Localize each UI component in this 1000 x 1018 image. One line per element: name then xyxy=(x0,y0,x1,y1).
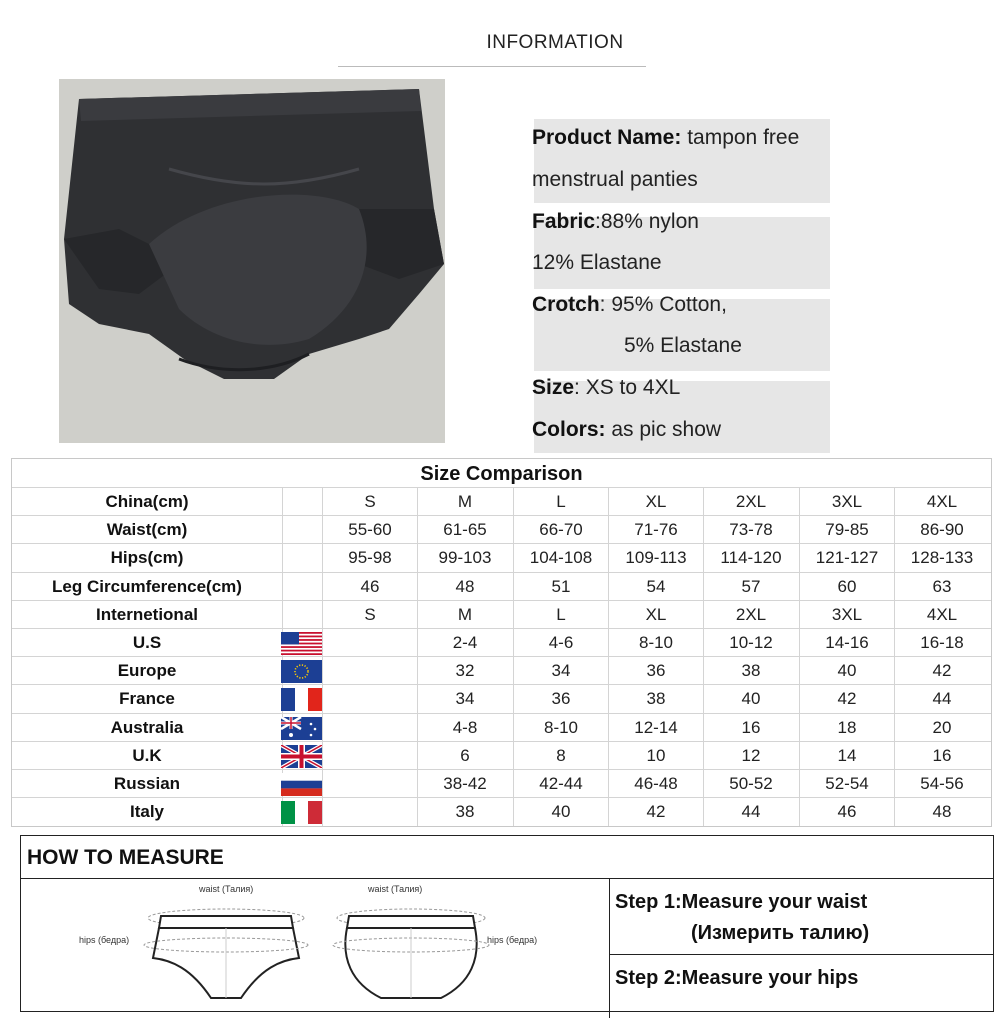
fabric xyxy=(532,210,699,234)
table-cell: 44 xyxy=(741,802,761,822)
fabric-continued: 12% Elastane xyxy=(532,251,662,274)
table-row xyxy=(12,684,991,713)
table-cell xyxy=(323,770,417,798)
size-table-title: Size Comparison xyxy=(420,463,583,485)
crotch-label: Crotch xyxy=(532,293,600,316)
table-cell: 12 xyxy=(741,745,761,765)
table-cell: 73-78 xyxy=(729,520,773,540)
france-flag-icon xyxy=(281,688,322,711)
table-row xyxy=(12,543,991,572)
table-row xyxy=(12,628,991,657)
how-to-measure-section xyxy=(20,835,994,1012)
table-cell: 4XL xyxy=(926,604,958,624)
table-cell xyxy=(323,714,417,742)
table-cell: 42 xyxy=(932,661,952,681)
table-cell: XL xyxy=(645,492,667,511)
product-name-value: tampon free xyxy=(681,126,800,149)
table-cell: 55-60 xyxy=(348,520,392,540)
table-cell: 14-16 xyxy=(825,633,869,652)
table-cell: 46-48 xyxy=(634,774,678,793)
crotch-value: : 95% Cotton, xyxy=(599,293,727,316)
table-cell: 8-10 xyxy=(543,717,579,737)
product-name-continued: menstrual panties xyxy=(532,168,698,191)
table-row xyxy=(12,515,991,544)
page-title: INFORMATION xyxy=(486,32,624,53)
row-label: Italy xyxy=(129,802,165,822)
product-photo xyxy=(59,79,445,443)
table-row xyxy=(12,797,991,826)
table-cell: 40 xyxy=(837,661,857,681)
us-flag-icon xyxy=(281,632,322,655)
table-cell: 16 xyxy=(932,745,952,765)
black-menstrual-panties-photo-icon xyxy=(59,79,445,443)
title-underline xyxy=(338,66,646,67)
row-label: U.S xyxy=(132,633,162,652)
table-cell: L xyxy=(556,492,566,511)
table-cell: M xyxy=(457,492,473,511)
table-cell: 8-10 xyxy=(638,633,674,652)
table-cell: 40 xyxy=(741,689,761,709)
table-cell: 48 xyxy=(455,576,475,596)
measure-column-divider xyxy=(609,878,610,1018)
table-cell: 4XL xyxy=(926,492,958,511)
table-cell: 54 xyxy=(646,576,666,596)
table-cell: 2-4 xyxy=(452,633,478,652)
table-row xyxy=(12,656,991,685)
table-cell: 60 xyxy=(837,576,857,596)
crotch xyxy=(532,293,727,317)
size xyxy=(532,376,680,400)
table-cell: 3XL xyxy=(831,492,863,511)
russia-flag-icon xyxy=(281,773,322,796)
table-cell: 66-70 xyxy=(539,520,583,540)
step-1-russian: (Измерить талию) xyxy=(691,922,870,944)
table-cell: 63 xyxy=(932,576,952,596)
table-row xyxy=(12,769,991,798)
row-label: Hips(cm) xyxy=(110,548,184,568)
table-cell: 38 xyxy=(646,689,666,709)
table-cell: 18 xyxy=(837,717,857,737)
table-cell: 61-65 xyxy=(443,520,487,540)
table-cell: 128-133 xyxy=(910,548,974,568)
product-name-label: Product Name: xyxy=(532,126,682,149)
row-label: Australia xyxy=(110,717,184,737)
fabric-label: Fabric xyxy=(532,210,596,233)
table-cell xyxy=(323,657,417,685)
table-cell: 99-103 xyxy=(438,548,492,568)
table-cell: 48 xyxy=(932,802,952,822)
table-cell: 121-127 xyxy=(815,548,879,568)
size-comparison-table xyxy=(11,458,992,827)
table-cell: 10 xyxy=(646,745,666,765)
table-cell: 4-8 xyxy=(452,717,478,737)
panties-front-diagram-icon xyxy=(141,898,311,1013)
table-cell: 16-18 xyxy=(920,633,964,652)
table-cell: S xyxy=(364,604,376,624)
waist-label-front: waist (Талия) xyxy=(199,884,254,894)
table-cell: 44 xyxy=(932,689,952,709)
table-cell: 36 xyxy=(551,689,571,709)
table-cell: 52-54 xyxy=(825,774,869,793)
row-label: U.K xyxy=(132,745,162,765)
fabric-value: :88% nylon xyxy=(595,210,699,233)
australia-flag-icon xyxy=(281,717,322,740)
hips-label-back: hips (бедра) xyxy=(487,935,538,945)
step-2-text: Step 2:Measure your hips xyxy=(615,967,859,989)
uk-flag-icon xyxy=(281,745,322,768)
colors-label: Colors: xyxy=(532,418,606,441)
table-cell: 104-108 xyxy=(529,548,593,568)
table-cell: 46 xyxy=(360,576,380,596)
table-cell: 40 xyxy=(551,802,571,822)
row-label: Waist(cm) xyxy=(106,520,188,540)
table-cell: 8 xyxy=(556,745,566,765)
table-row xyxy=(12,487,991,516)
table-cell xyxy=(323,798,417,826)
table-cell: 38-42 xyxy=(443,774,487,793)
colors xyxy=(532,418,721,442)
table-row xyxy=(12,600,991,629)
crotch-continued: 5% Elastane xyxy=(624,334,742,357)
table-cell: 71-76 xyxy=(634,520,678,540)
row-label: France xyxy=(119,689,175,709)
table-cell: 6 xyxy=(460,745,470,765)
table-cell: 42 xyxy=(837,689,857,709)
eu-flag-icon xyxy=(281,660,322,683)
table-cell: 3XL xyxy=(831,604,863,624)
size-value: : XS to 4XL xyxy=(574,376,681,399)
table-cell xyxy=(323,742,417,770)
table-cell: 20 xyxy=(932,717,952,737)
table-cell: 16 xyxy=(741,717,761,737)
table-cell: 57 xyxy=(741,576,761,596)
table-cell: 12-14 xyxy=(634,717,678,737)
table-cell: 42 xyxy=(646,802,666,822)
table-cell: 109-113 xyxy=(625,548,687,568)
row-label: Russian xyxy=(113,774,181,793)
panties-back-diagram-icon xyxy=(331,898,491,1013)
table-row xyxy=(12,741,991,770)
table-cell: 34 xyxy=(455,689,475,709)
table-cell: 38 xyxy=(455,802,475,822)
italy-flag-icon xyxy=(281,801,322,824)
size-label: Size xyxy=(532,376,575,399)
table-cell: 51 xyxy=(551,576,571,596)
table-cell: 14 xyxy=(837,745,857,765)
colors-value: as pic show xyxy=(605,418,722,441)
table-cell: S xyxy=(364,492,376,511)
table-cell: 86-90 xyxy=(920,520,964,540)
step-1-text: Step 1:Measure your waist xyxy=(615,891,868,913)
table-cell xyxy=(323,685,417,713)
product-name xyxy=(532,126,799,150)
measure-divider xyxy=(21,878,993,879)
table-cell: 42-44 xyxy=(539,774,583,793)
table-cell: 50-52 xyxy=(729,774,773,793)
table-cell: M xyxy=(457,604,473,624)
table-cell: 10-12 xyxy=(729,633,773,652)
table-cell: 79-85 xyxy=(825,520,869,540)
row-label: Leg Circumference(cm) xyxy=(52,576,242,596)
hips-label-front: hips (бедра) xyxy=(79,935,130,945)
measure-title: HOW TO MEASURE xyxy=(27,846,224,869)
table-cell: XL xyxy=(645,604,667,624)
waist-label-back: waist (Талия) xyxy=(368,884,423,894)
table-cell: 114-120 xyxy=(720,548,782,568)
table-row xyxy=(12,572,991,601)
table-cell: 32 xyxy=(455,661,475,681)
table-cell: 2XL xyxy=(735,604,767,624)
table-row xyxy=(12,713,991,742)
row-label: Europe xyxy=(117,661,177,681)
row-label: China(cm) xyxy=(105,492,189,511)
table-cell: 34 xyxy=(551,661,571,681)
table-cell: 36 xyxy=(646,661,666,681)
table-cell: 38 xyxy=(741,661,761,681)
step-divider xyxy=(609,954,993,955)
table-cell: 2XL xyxy=(735,492,767,511)
table-cell: 46 xyxy=(837,802,857,822)
table-cell: 54-56 xyxy=(920,774,964,793)
table-cell: 4-6 xyxy=(548,633,574,652)
table-cell xyxy=(323,629,417,657)
row-label: Internetional xyxy=(95,604,198,624)
table-cell: 95-98 xyxy=(348,548,392,568)
table-cell: L xyxy=(556,604,566,624)
